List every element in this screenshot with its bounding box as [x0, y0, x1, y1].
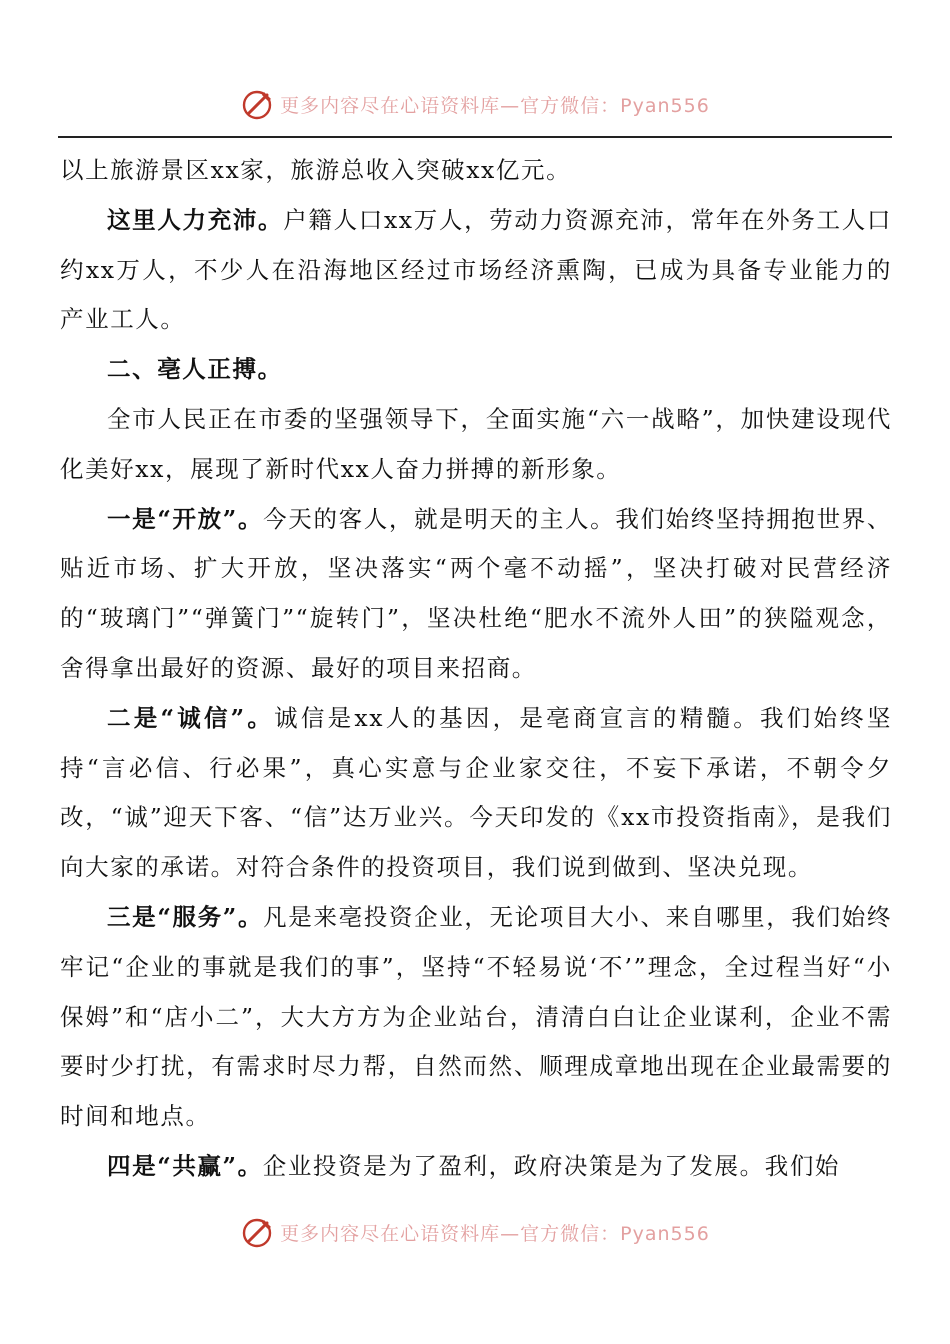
paragraph-lead: 三是“服务”。: [107, 902, 264, 931]
header-watermark: [0, 82, 950, 126]
paragraph-text: 凡是来亳投资企业，无论项目大小、来自哪里，我们始终牢记“企业的事就是我们的事”，坚持“不轻易说‘不’”理念，全过程当好“小保姆”和“店小二”，大大方方为企业站台，清清白白让企业谋利，企业不需要时少打扰，有需求时尽力帮，自然而然、顺理成章地出现在企业最需要的时间和地点。: [60, 902, 893, 1131]
header-watermark-text: 更多内容尽在心语资料库—官方微信：Pyan556: [280, 94, 710, 117]
paragraph-text: 诚信是xx人的基因，是亳商宣言的精髓。我们始终坚持“言必信、行必果”，真心实意与企业家交往，不妄下承诺，不朝令夕改，“诚”迎天下客、“信”达万业兴。今天印发的《xx市投资指南》，是我们向大家的承诺。对符合条件的投资项目，我们说到做到、坚决兑现。: [60, 703, 893, 882]
paragraph-text: 今天的客人，就是明天的主人。我们始终坚持拥抱世界、贴近市场、扩大开放，坚决落实“两个毫不动摇”，坚决打破对民营经济的“玻璃门”“弹簧门”“旋转门”，坚决杜绝“肥水不流外人田”的狭隘观念，舍得拿出最好的资源、最好的项目来招商。: [60, 504, 893, 682]
paragraph-lead: 二是“诚信”。: [107, 703, 275, 732]
paragraph-service: [60, 893, 892, 1142]
pen-logo-icon: [240, 1214, 276, 1250]
paragraph-strategy: 全市人民正在市委的坚强领导下，全面实施“六一战略”，加快建设现代化美好xx，展现了新时代xx人奋力拼搏的新形象。: [60, 404, 892, 483]
section-heading: 二、亳人正搏。: [107, 355, 283, 384]
paragraph-integrity: [60, 694, 892, 893]
paragraph-lead: 这里人力充沛。: [107, 205, 284, 234]
paragraph-openness: [60, 495, 892, 694]
paragraph-win-win: [60, 1142, 892, 1192]
document-body: [60, 146, 892, 1192]
paragraph-text: 户籍人口xx万人，劳动力资源充沛，常年在外务工人口约xx万人，不少人在沿海地区经过市场经济熏陶，已成为具备专业能力的产业工人。: [60, 205, 892, 334]
footer-watermark-text: 更多内容尽在心语资料库—官方微信：Pyan556: [280, 1222, 710, 1245]
header-divider: [58, 136, 892, 138]
footer-watermark: [0, 1210, 950, 1254]
paragraph-text: 企业投资是为了盈利，政府决策是为了发展。我们始: [262, 1151, 841, 1180]
paragraph-lead: 一是“开放”。: [107, 504, 264, 533]
paragraph-manpower: [60, 196, 892, 345]
paragraph-lead: 四是“共赢”。: [107, 1151, 263, 1180]
pen-logo-icon: [240, 86, 276, 122]
paragraph-tourism: 以上旅游景区xx家，旅游总收入突破xx亿元。: [60, 156, 572, 184]
